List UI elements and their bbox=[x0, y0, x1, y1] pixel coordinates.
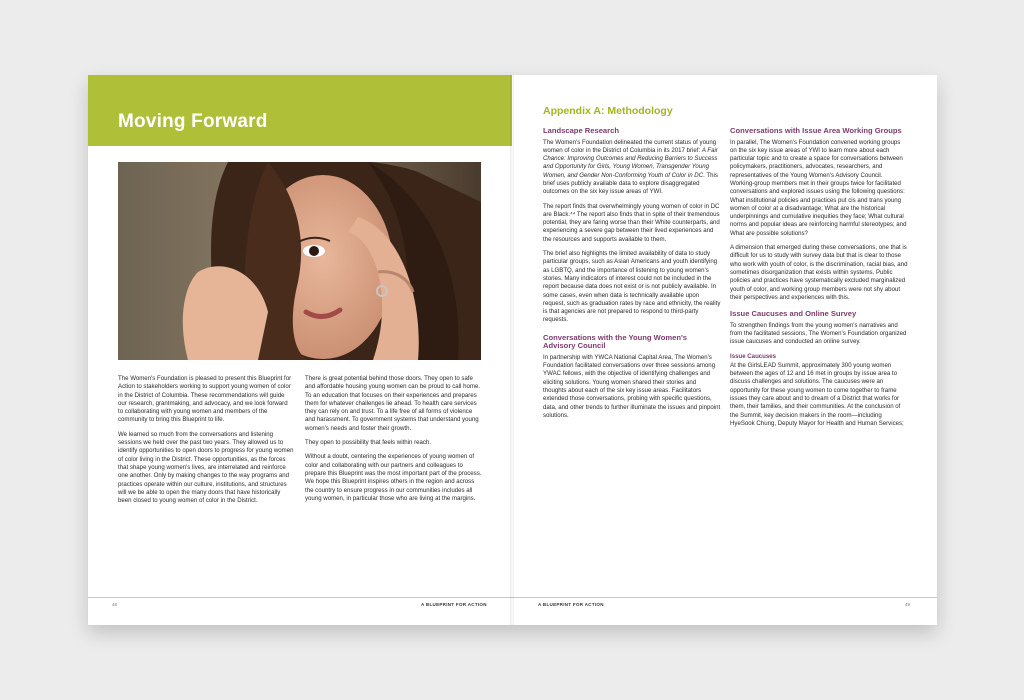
page-number: 49 bbox=[905, 602, 911, 607]
book-spread bbox=[88, 75, 937, 625]
right-text-column-2 bbox=[730, 127, 908, 434]
footer-title: A BLUEPRINT FOR ACTION bbox=[421, 602, 487, 607]
footer-rule bbox=[512, 597, 937, 598]
paragraph: The brief also highlights the limited availability of data to study particular groups, such as Asian Americans and youth identifying as LGBTQ, and the importance of listening to young women's stories. Many indicators of interest could not be included in the report because data does not exist or is not publicly available. In some cases, even when data is technically available upon request, such as graduation rates by race and ethnicity, the reality is that agencies are not prepared to respond to third-party requests. bbox=[543, 250, 721, 324]
subsection-title-issue-caucuses: Issue Caucuses bbox=[730, 352, 777, 360]
paragraph: They open to possibility that feels within reach. bbox=[305, 439, 432, 447]
appendix-heading: Appendix A: Methodology bbox=[543, 105, 673, 117]
paragraph: There is great potential behind those doors. They open to safe and affordable housing young women can be proud to call home. To an education that focuses on their experiences and prepares them for whatever challenges lie ahead. To health care services they can rely on and trust. To a life free of all forms of violence and harassment. To government systems that understand young women's needs and foster their growth. bbox=[305, 375, 481, 432]
portrait-photo bbox=[118, 162, 481, 360]
section-title-ywac: Conversations with the Young Women's Advisory Council bbox=[543, 332, 687, 351]
paragraph: The report finds that overwhelmingly young women of color in DC are Black.⁴⁴ The report also finds that in spite of their tremendous potential, they are faring worse than their White counterparts, and experiencing a severe gap between their lived experiences and the resources and supports available to them. bbox=[543, 202, 720, 243]
report-title: A Fair Chance: Improving Outcomes and Reducing Barriers to Success and Opportunity for Girls, Young Women, Transgender Young Women, and Gender Non-Conforming Youth of Color in DC bbox=[543, 146, 718, 179]
left-text-column-2 bbox=[305, 375, 483, 509]
paragraph: In partnership with YWCA National Capital Area, The Women's Foundation facilitated conversations over three sessions among YWAC fellows, with the objective of identifying challenges and eliciting solutions. Young women shared their stories and thoughts about each of the six key issue areas. Facilitators extended those conversations, probing with specific questions, data, and other trends to further illuminate the issues and pinpoint solutions. bbox=[543, 353, 721, 419]
paragraph: The Women's Foundation is pleased to present this Blueprint for Action to stakeholders working to support young women of color in the District of Columbia. These recommendations will guide our research, grantmaking, and advocacy, and we look forward to collaborating with young women and members of the community to bring this Blueprint to life. bbox=[118, 375, 292, 424]
section-title-caucuses: Issue Caucuses and Online Survey bbox=[730, 309, 857, 319]
page-number: 48 bbox=[112, 602, 118, 607]
right-page bbox=[512, 75, 937, 625]
book-gutter bbox=[510, 75, 514, 625]
paragraph: In parallel, The Women's Foundation convened working groups on the six key issue areas of YWI to learn more about each particular topic and to create a space for conversations between policymakers, practitioners, advocates, researchers, and representatives of the Young Women's Advisory Council. Working-group members met in their groups twice for facilitated conversations and explored issues using the following questions: What institutional policies and practices put cis and trans young women of color at a disadvantage; What are the historical underpinnings and cumulative inequities they face; What cultural norms and popular ideas are reinforcing harmful stereotypes; and What are possible solutions? bbox=[730, 138, 907, 237]
text: The Women's Foundation delineated the current status of young women of color in the District of Columbia in its 2017 brief: bbox=[543, 138, 717, 154]
portrait-photo-illustration bbox=[118, 162, 481, 360]
text: . This brief uses publicly available data to explore disaggregated outcomes on the six key issue areas of YWI. bbox=[543, 171, 718, 196]
section-title-working-groups: Conversations with Issue Area Working Groups bbox=[730, 126, 902, 135]
left-page bbox=[88, 75, 512, 625]
paragraph: Without a doubt, centering the experiences of young women of color and collaborating with our partners and colleagues to prepare this Blueprint was the most important part of the process. We hope this Blueprint inspires others in the region and across the country to ensure progress in our communities includes all young women, in particular those who are living at the margins. bbox=[305, 453, 482, 502]
paragraph: To strengthen findings from the young women's narratives and from the facilitated sessions, The Women's Foundation organized issue caucuses and conducted an online survey. bbox=[730, 321, 907, 346]
title-band bbox=[88, 75, 512, 146]
paragraph bbox=[543, 139, 721, 197]
page-heading: Moving Forward bbox=[118, 111, 268, 132]
paragraph: At the GirlsLEAD Summit, approximately 300 young women between the ages of 12 and 16 met in groups by issue area to discuss challenges and solutions. The caucuses were an opportunity for these young women to come together to frame issues they care about and to dream of a District that works for them, their families, and their communities. At the conclusion of the Summit, key decision makers in the room—including HyeSook Chung, Deputy Mayor for Health and Human Services; bbox=[730, 361, 904, 427]
footer-rule bbox=[88, 597, 512, 598]
paragraph: A dimension that emerged during these conversations, one that is difficult for us to study with survey data but that is clear to those who work with youth of color, is the discrimination, racial bias, and sometimes disorganization that exists within systems. Public policies and practices have systematically excluded marginalized youth of color, and working group members were not shy about their perspectives and experiences with this. bbox=[730, 244, 908, 301]
footer-title: A BLUEPRINT FOR ACTION bbox=[538, 602, 604, 607]
paragraph: We learned so much from the conversations and listening sessions we held over the past two years. They allowed us to identify opportunities to open doors to progress for young women of color living in the District. These opportunities, as the forces that shape young women's lives, are interrelated and reinforce one another. Only by making changes to the way programs and practices operate within our culture, institutions, and structures will we be able to open the many doors that have historically been closed to young women of color in the District. bbox=[118, 430, 294, 505]
right-text-column-1 bbox=[543, 127, 721, 426]
left-text-column-1 bbox=[118, 375, 294, 511]
section-title-landscape: Landscape Research bbox=[543, 126, 619, 135]
